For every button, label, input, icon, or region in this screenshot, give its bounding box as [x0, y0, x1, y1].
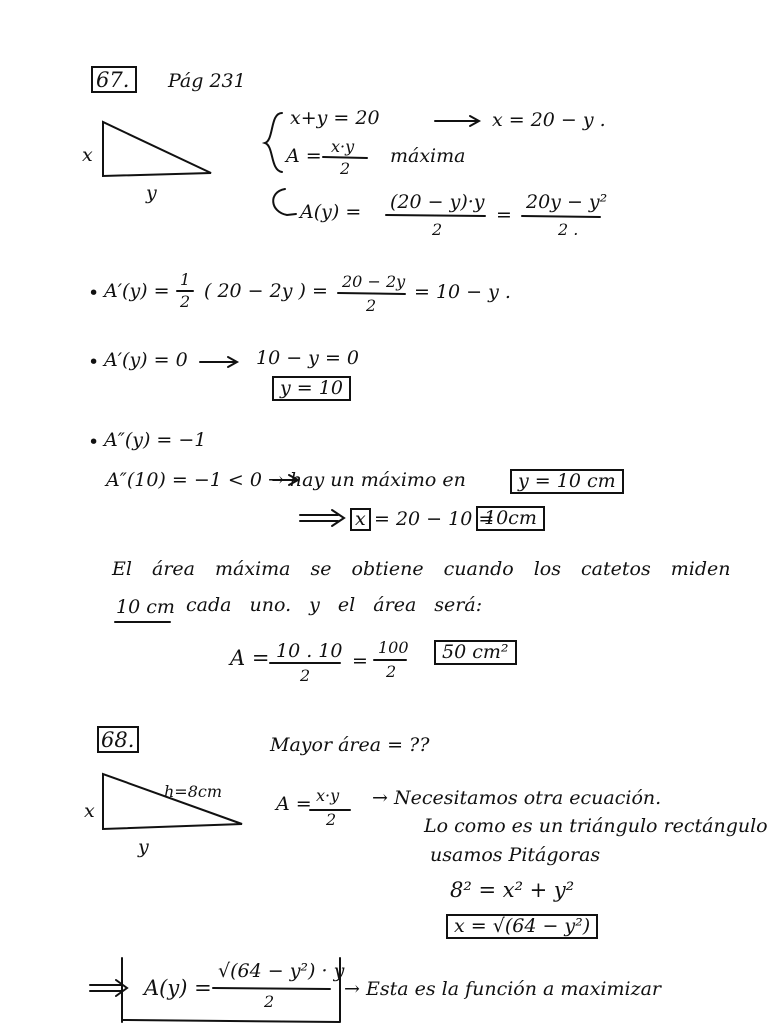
- x-variable-boxed: x: [350, 508, 371, 531]
- x-value-expression: = 20 − 10 =: [374, 508, 495, 530]
- frac-bar-xy: [323, 157, 367, 158]
- final-note: → Esta es la función a maximizar: [344, 978, 662, 1000]
- hook-arrow: [273, 189, 296, 215]
- triangle-67: [103, 122, 211, 176]
- arrow-1: [435, 116, 479, 126]
- note-line-3: usamos Pitágoras: [430, 844, 601, 866]
- equation-x-solved: x = 20 − y .: [492, 109, 606, 131]
- half-denominator: 2: [180, 292, 191, 311]
- bullet: •: [88, 431, 100, 453]
- frac-bar-func2: [522, 216, 600, 217]
- pythagoras-equation: 8² = x² + y²: [450, 878, 575, 902]
- final-area-denominator-2: 2: [386, 662, 397, 681]
- area-formula-denominator: 2: [326, 810, 337, 829]
- triangle-side-x-label: x: [82, 144, 93, 166]
- area-formula-numerator: x·y: [316, 786, 340, 805]
- bullet: •: [88, 282, 100, 304]
- arrow-2: [200, 357, 237, 367]
- derivative-zero-rhs: 10 − y = 0: [256, 347, 359, 369]
- maximum-location-boxed: y = 10 cm: [510, 469, 624, 494]
- area-formula-lhs: A =: [286, 145, 322, 167]
- first-derivative-numerator: 20 − 2y: [342, 272, 406, 291]
- problem-question: Mayor área = ??: [270, 734, 430, 756]
- area-maxima-word: máxima: [390, 145, 466, 167]
- note-line-1: → Necesitamos otra ecuación.: [372, 787, 662, 809]
- final-area-numerator-2: 100: [378, 638, 409, 657]
- implies-arrow: [300, 510, 344, 526]
- final-area-lhs: A =: [230, 646, 270, 670]
- equation-constraint: x+y = 20: [290, 107, 380, 129]
- first-derivative-result: = 10 − y .: [414, 281, 511, 303]
- implies-arrow-2: [90, 980, 127, 996]
- frac-bar-func1: [386, 215, 485, 216]
- first-derivative-lhs: A′(y) =: [104, 280, 170, 302]
- frac-bar-final: [213, 988, 330, 989]
- critical-point-boxed: y = 10: [272, 376, 351, 401]
- note-line-2: Lo como es un triángulo rectángulo: [424, 815, 768, 837]
- triangle-side-x-label: x: [84, 800, 95, 822]
- problem-number: 68.: [101, 728, 135, 752]
- half-numerator: 1: [180, 270, 191, 289]
- hypotenuse-label: h=8cm: [164, 782, 223, 801]
- area-formula-numerator: x·y: [331, 137, 355, 156]
- x-expression-boxed: x = √(64 − y²): [446, 914, 598, 939]
- system-brace: [265, 113, 282, 172]
- first-derivative-parenthesis: ( 20 − 2y ) =: [204, 280, 328, 302]
- area-formula-lhs: A =: [276, 793, 312, 815]
- area-function-numerator: (20 − y)·y: [390, 191, 485, 213]
- first-derivative-denominator: 2: [366, 296, 377, 315]
- bullet: •: [88, 351, 100, 373]
- conclusion-line-1: El área máxima se obtiene cuando los catetos miden: [112, 558, 731, 580]
- final-area-denominator: 2: [300, 666, 311, 685]
- equals-sign: =: [496, 204, 512, 226]
- triangle-side-y-label: y: [146, 182, 157, 204]
- area-function-expanded-denominator: 2 .: [558, 220, 579, 239]
- frac-bar-deriv1: [338, 293, 405, 294]
- triangle-side-y-label: y: [138, 836, 149, 858]
- problem-number: 67.: [96, 68, 130, 92]
- derivative-zero-lhs: A′(y) = 0: [104, 349, 188, 371]
- page-reference: Pág 231: [168, 70, 246, 92]
- area-formula-denominator: 2: [340, 159, 351, 178]
- final-function-lhs: A(y) =: [144, 976, 212, 1000]
- final-function-denominator: 2: [264, 992, 275, 1011]
- final-area-boxed: 50 cm²: [434, 640, 517, 665]
- area-function-lhs: A(y) =: [300, 201, 362, 223]
- x-value-boxed: 10cm: [476, 506, 545, 531]
- conclusion-underlined-value: 10 cm: [116, 596, 175, 618]
- area-function-denominator: 2: [432, 220, 443, 239]
- second-derivative: A″(y) = −1: [104, 429, 207, 451]
- second-derivative-evaluation: A″(10) = −1 < 0 → hay un máximo en: [106, 469, 466, 491]
- final-function-numerator: √(64 − y²) · y: [218, 960, 345, 982]
- area-function-expanded-numerator: 20y − y²: [526, 191, 608, 213]
- final-area-numerator: 10 . 10: [276, 640, 343, 662]
- equals-sign: =: [352, 650, 368, 672]
- conclusion-line-2: cada uno. y el área será:: [186, 594, 483, 616]
